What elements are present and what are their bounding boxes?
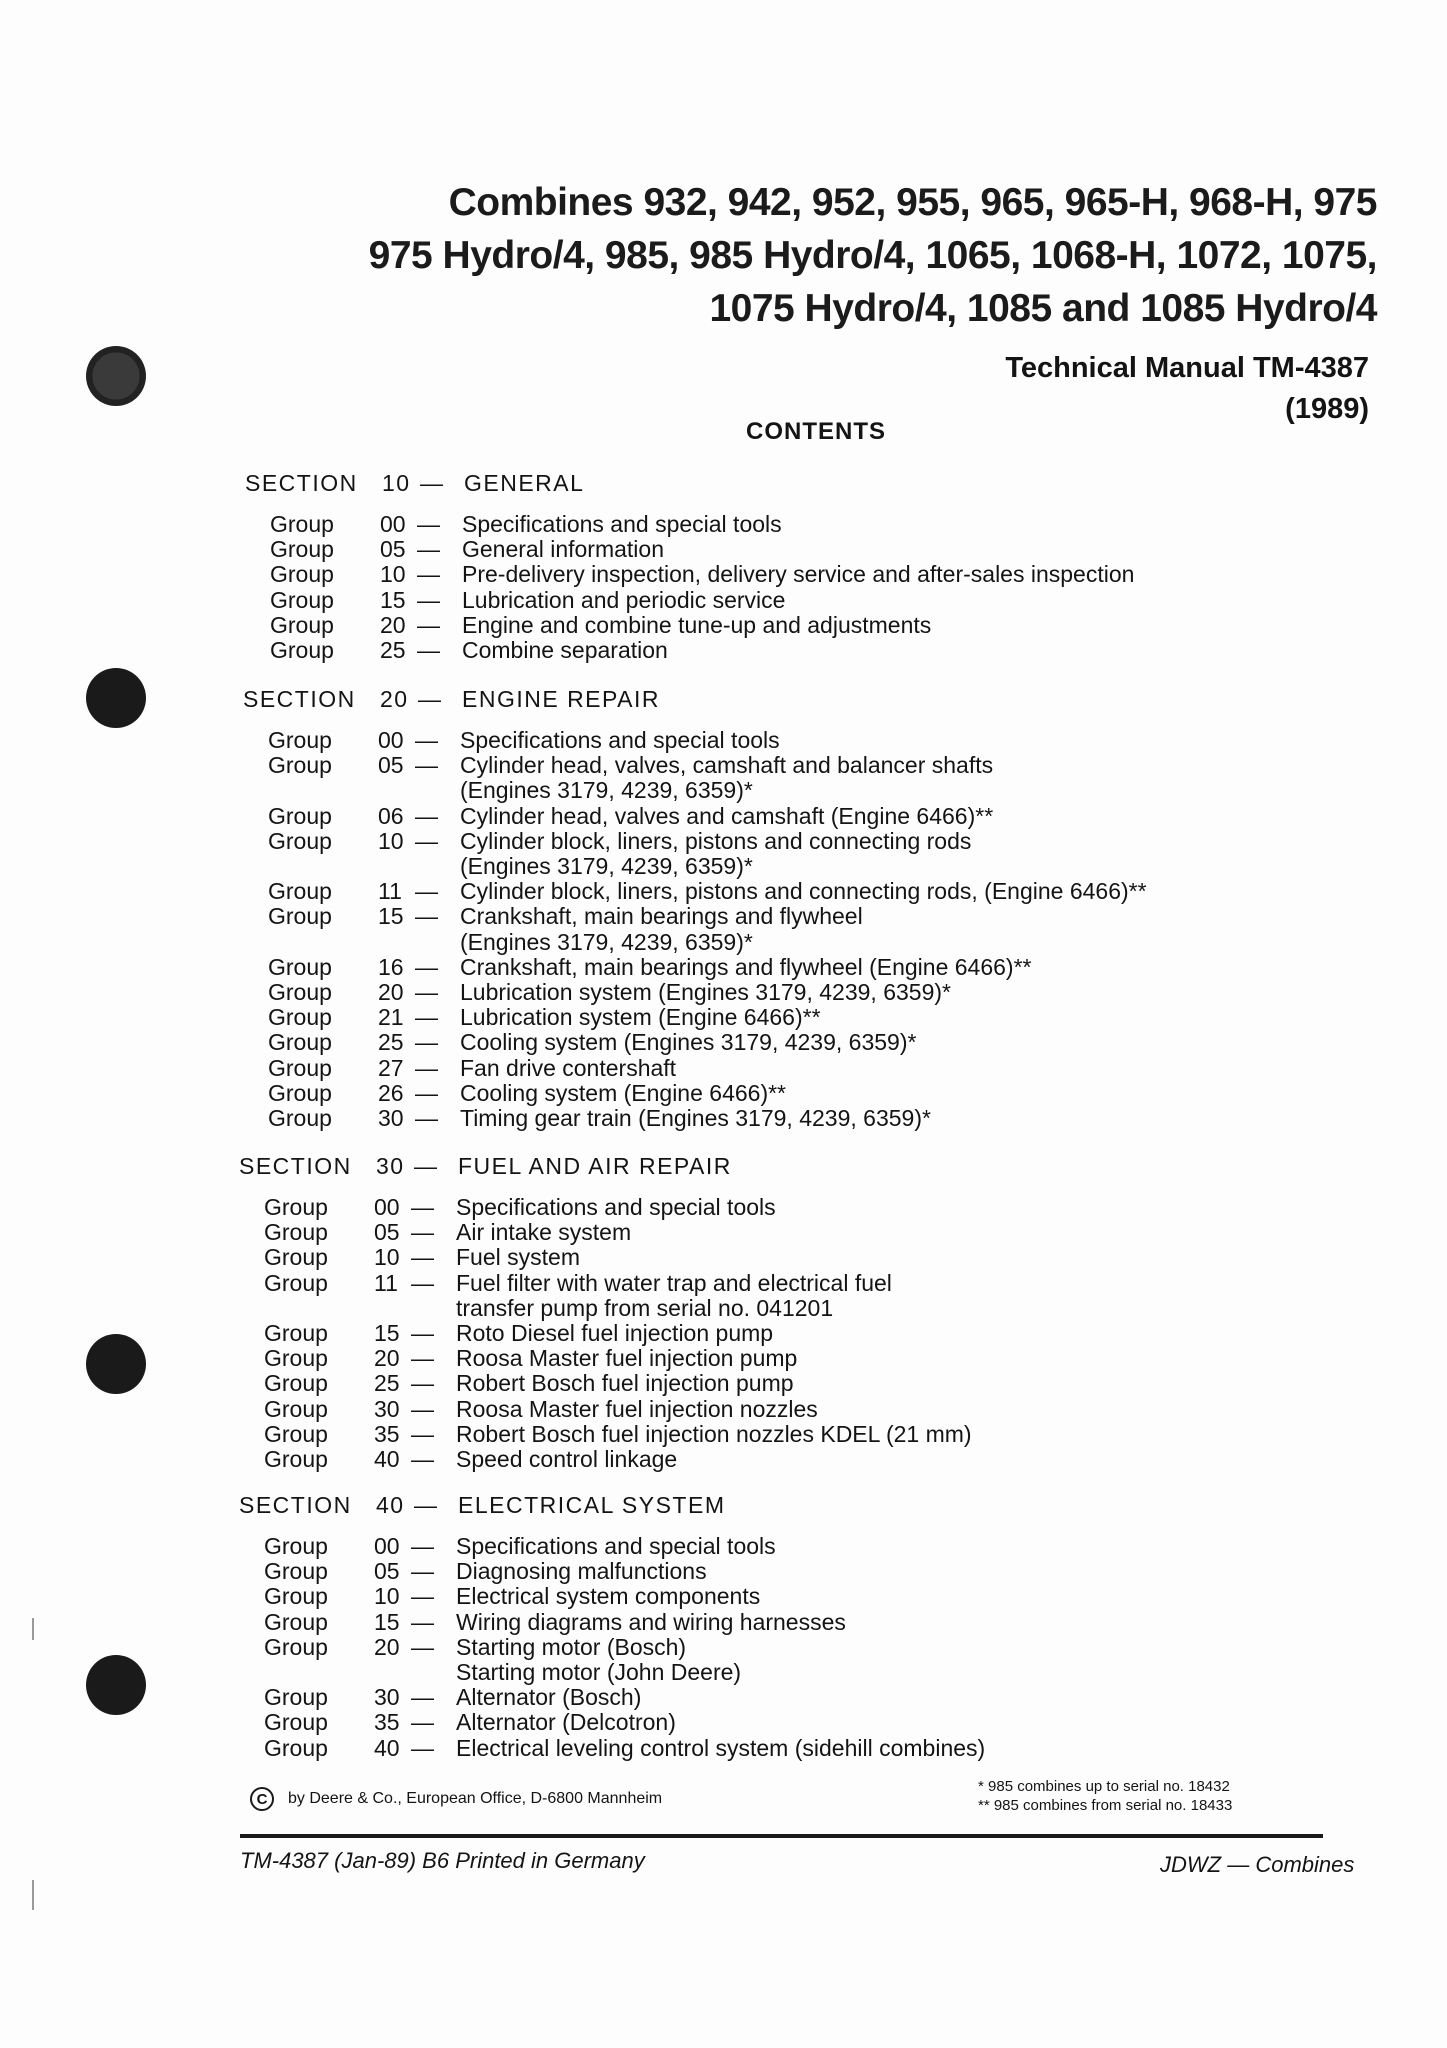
group-label: Group (264, 1684, 328, 1711)
group-dash: — (415, 1004, 438, 1031)
section-title: FUEL AND AIR REPAIR (458, 1153, 732, 1179)
group-label: Group (270, 637, 334, 663)
group-title: Timing gear train (Engines 3179, 4239, 6359)* (460, 1105, 931, 1131)
group-label: Group (264, 1558, 328, 1585)
group-label: Group (268, 953, 332, 980)
group-label: Group (264, 1533, 328, 1559)
group-title: Cylinder head, valves and camshaft (Engine 6466)** (460, 802, 994, 829)
group-title: Crankshaft, main bearings and flywheel (460, 903, 863, 930)
section-dash: — (420, 470, 445, 496)
group-label: Group (264, 1219, 328, 1246)
group-number: 40 (374, 1734, 400, 1761)
group-number: 20 (374, 1633, 400, 1660)
group-title: Electrical leveling control system (sidehill combines) (456, 1734, 986, 1761)
group-dash: — (411, 1320, 434, 1346)
group-label: Group (268, 802, 332, 829)
margin-mark (32, 1880, 34, 1910)
group-dash: — (411, 1194, 434, 1220)
group-title: Robert Bosch fuel injection pump (456, 1370, 794, 1397)
group-number: 11 (374, 1269, 398, 1296)
group-number: 35 (374, 1709, 400, 1736)
manual-year: (1989) (1285, 393, 1369, 425)
group-number: 15 (378, 903, 404, 930)
group-title: transfer pump from serial no. 041201 (456, 1294, 834, 1321)
group-number: 30 (374, 1684, 400, 1711)
group-title: (Engines 3179, 4239, 6359)* (460, 853, 753, 879)
section-label: SECTION (245, 470, 358, 496)
group-number: 00 (374, 1533, 400, 1559)
section-number: 20 (380, 686, 409, 712)
group-title: General information (462, 536, 664, 563)
group-title: Roto Diesel fuel injection pump (456, 1320, 774, 1346)
group-title: Cylinder block, liners, pistons and connecting rods, (Engine 6466)** (460, 878, 1147, 905)
group-label: Group (270, 511, 334, 537)
group-dash: — (417, 611, 440, 638)
group-dash: — (415, 727, 438, 753)
group-number: 15 (374, 1320, 400, 1346)
group-number: 35 (374, 1420, 400, 1447)
group-label: Group (268, 752, 332, 779)
group-dash: — (411, 1533, 434, 1559)
group-label: Group (268, 878, 332, 905)
group-number: 05 (374, 1219, 400, 1246)
section-number: 30 (376, 1153, 405, 1179)
copyright-line (250, 1787, 662, 1811)
group-number: 11 (378, 878, 402, 905)
group-title: Diagnosing malfunctions (456, 1558, 707, 1585)
group-title: Cooling system (Engine 6466)** (460, 1079, 787, 1106)
group-dash: — (411, 1370, 434, 1397)
group-dash: — (415, 752, 438, 779)
group-title: Specifications and special tools (460, 727, 780, 753)
section-label: SECTION (239, 1153, 352, 1179)
group-dash: — (417, 511, 440, 537)
group-dash: — (415, 1054, 438, 1081)
group-number: 00 (380, 511, 406, 537)
group-label: Group (270, 586, 334, 613)
group-label: Group (264, 1194, 328, 1220)
section-label: SECTION (239, 1492, 352, 1518)
group-number: 00 (378, 727, 404, 753)
group-title: Pre-delivery inspection, delivery service and after-sales inspection (462, 561, 1135, 588)
margin-mark (32, 1618, 34, 1640)
group-title: Air intake system (456, 1219, 632, 1246)
group-dash: — (415, 953, 438, 980)
group-dash: — (415, 1079, 438, 1106)
group-title: Alternator (Delcotron) (456, 1709, 676, 1736)
group-title: Cooling system (Engines 3179, 4239, 6359)* (460, 1029, 917, 1056)
group-dash: — (415, 903, 438, 930)
copyright-text: by Deere & Co., European Office, D-6800 Mannheim (288, 1790, 663, 1807)
title-line: 975 Hydro/4, 985, 985 Hydro/4, 1065, 1068-H, 1072, 1075, (368, 234, 1377, 277)
group-title: Crankshaft, main bearings and flywheel (Engine 6466)** (460, 953, 1032, 980)
group-dash: — (415, 802, 438, 829)
group-label: Group (268, 1004, 332, 1031)
title-line: 1075 Hydro/4, 1085 and 1085 Hydro/4 (709, 287, 1377, 330)
group-label: Group (268, 727, 332, 753)
group-title: Specifications and special tools (462, 511, 782, 537)
group-dash: — (415, 979, 438, 1005)
binder-hole-4 (86, 1655, 146, 1715)
group-title: Combine separation (462, 637, 668, 663)
group-dash: — (411, 1345, 434, 1372)
group-dash: — (415, 827, 438, 854)
section-number: 40 (376, 1492, 405, 1518)
group-title: Specifications and special tools (456, 1533, 776, 1559)
group-label: Group (264, 1244, 328, 1271)
group-dash: — (411, 1558, 434, 1585)
group-number: 05 (380, 536, 406, 563)
group-dash: — (415, 878, 438, 905)
group-number: 05 (378, 752, 404, 779)
group-dash: — (411, 1684, 434, 1711)
group-dash: — (417, 637, 440, 663)
group-title: Lubrication system (Engine 6466)** (460, 1004, 821, 1031)
manual-number: Technical Manual TM-4387 (1005, 352, 1369, 384)
group-number: 26 (378, 1079, 404, 1106)
binder-hole-1 (86, 346, 146, 406)
footer-product-line: JDWZ — Combines (1160, 1852, 1355, 1877)
group-label: Group (264, 1608, 328, 1635)
footnote-single-star: * 985 combines up to serial no. 18432 (978, 1778, 1230, 1795)
group-number: 27 (378, 1054, 404, 1081)
group-label: Group (264, 1709, 328, 1736)
group-title: Specifications and special tools (456, 1194, 776, 1220)
group-number: 20 (374, 1345, 400, 1372)
group-label: Group (264, 1345, 328, 1372)
section-label: SECTION (243, 686, 356, 712)
group-dash: — (417, 561, 440, 588)
section-title: ENGINE REPAIR (462, 686, 660, 712)
footnotes (978, 1777, 1232, 1815)
group-title: Roosa Master fuel injection nozzles (456, 1395, 818, 1422)
group-number: 06 (378, 802, 404, 829)
group-label: Group (268, 1029, 332, 1056)
group-title: (Engines 3179, 4239, 6359)* (460, 777, 753, 804)
group-number: 30 (378, 1105, 404, 1131)
group-title: Electrical system components (456, 1583, 761, 1610)
group-title: Fuel filter with water trap and electrical fuel (456, 1269, 892, 1296)
section-dash: — (414, 1153, 439, 1179)
group-dash: — (411, 1219, 434, 1246)
group-number: 10 (374, 1583, 400, 1610)
group-title: Starting motor (John Deere) (456, 1659, 742, 1685)
group-label: Group (268, 1054, 332, 1081)
group-label: Group (264, 1269, 328, 1296)
document-title (369, 176, 1377, 335)
group-title: Cylinder block, liners, pistons and connecting rods (460, 827, 972, 854)
group-title: Robert Bosch fuel injection nozzles KDEL (21 mm) (456, 1420, 972, 1447)
group-title: Fuel system (456, 1244, 580, 1271)
section-number: 10 (382, 470, 411, 496)
binder-hole-3 (86, 1334, 146, 1394)
group-title: Cylinder head, valves, camshaft and balancer shafts (460, 752, 994, 779)
group-label: Group (268, 1105, 332, 1131)
group-title: Fan drive contershaft (460, 1054, 677, 1081)
group-label: Group (264, 1583, 328, 1610)
group-dash: — (411, 1395, 434, 1422)
group-dash: — (411, 1420, 434, 1447)
group-label: Group (270, 561, 334, 588)
group-title: Starting motor (Bosch) (456, 1633, 687, 1660)
group-label: Group (264, 1446, 328, 1472)
group-dash: — (417, 586, 440, 613)
group-dash: — (411, 1583, 434, 1610)
group-label: Group (270, 611, 334, 638)
footer-print-info: TM-4387 (Jan-89) B6 Printed in Germany (240, 1848, 645, 1873)
group-title: Wiring diagrams and wiring harnesses (456, 1608, 846, 1635)
contents-heading: CONTENTS (746, 418, 886, 445)
group-number: 15 (374, 1608, 400, 1635)
group-dash: — (411, 1633, 434, 1660)
group-number: 00 (374, 1194, 400, 1220)
group-number: 25 (380, 637, 406, 663)
group-title: Roosa Master fuel injection pump (456, 1345, 798, 1372)
footnote-double-star: ** 985 combines from serial no. 18433 (978, 1797, 1233, 1814)
group-label: Group (264, 1320, 328, 1346)
group-number: 10 (378, 827, 404, 854)
section-dash: — (414, 1492, 439, 1518)
title-line: Combines 932, 942, 952, 955, 965, 965-H, 968-H, 975 (448, 181, 1377, 224)
section-dash: — (418, 686, 443, 712)
group-number: 30 (374, 1395, 400, 1422)
group-number: 05 (374, 1558, 400, 1585)
group-title: Lubrication and periodic service (462, 586, 786, 613)
group-number: 25 (374, 1370, 400, 1397)
group-label: Group (270, 536, 334, 563)
group-dash: — (411, 1244, 434, 1271)
group-label: Group (268, 1079, 332, 1106)
group-number: 20 (378, 979, 404, 1005)
group-dash: — (411, 1269, 434, 1296)
group-title: (Engines 3179, 4239, 6359)* (460, 928, 753, 955)
group-number: 40 (374, 1446, 400, 1472)
group-dash: — (415, 1105, 438, 1131)
group-number: 10 (374, 1244, 400, 1271)
manual-identifier (1005, 348, 1369, 430)
group-label: Group (268, 903, 332, 930)
group-label: Group (264, 1633, 328, 1660)
group-number: 15 (380, 586, 406, 613)
group-number: 21 (378, 1004, 404, 1031)
group-label: Group (268, 979, 332, 1005)
section-title: ELECTRICAL SYSTEM (458, 1492, 726, 1518)
section-title: GENERAL (464, 470, 585, 496)
group-number: 25 (378, 1029, 404, 1056)
group-title: Speed control linkage (456, 1446, 678, 1472)
group-label: Group (264, 1734, 328, 1761)
group-number: 20 (380, 611, 406, 638)
group-number: 16 (378, 953, 404, 980)
group-dash: — (417, 536, 440, 563)
group-dash: — (411, 1608, 434, 1635)
group-label: Group (264, 1420, 328, 1447)
group-title: Lubrication system (Engines 3179, 4239, 6359)* (460, 979, 951, 1005)
group-title: Engine and combine tune-up and adjustments (462, 611, 932, 638)
group-dash: — (411, 1709, 434, 1736)
group-label: Group (264, 1370, 328, 1397)
group-title: Alternator (Bosch) (456, 1684, 642, 1711)
group-dash: — (411, 1734, 434, 1761)
copyright-icon: C (250, 1787, 274, 1811)
footer-rule (240, 1834, 1323, 1838)
group-label: Group (264, 1395, 328, 1422)
group-dash: — (415, 1029, 438, 1056)
binder-hole-2 (86, 668, 146, 728)
group-label: Group (268, 827, 332, 854)
group-dash: — (411, 1446, 434, 1472)
group-number: 10 (380, 561, 406, 588)
